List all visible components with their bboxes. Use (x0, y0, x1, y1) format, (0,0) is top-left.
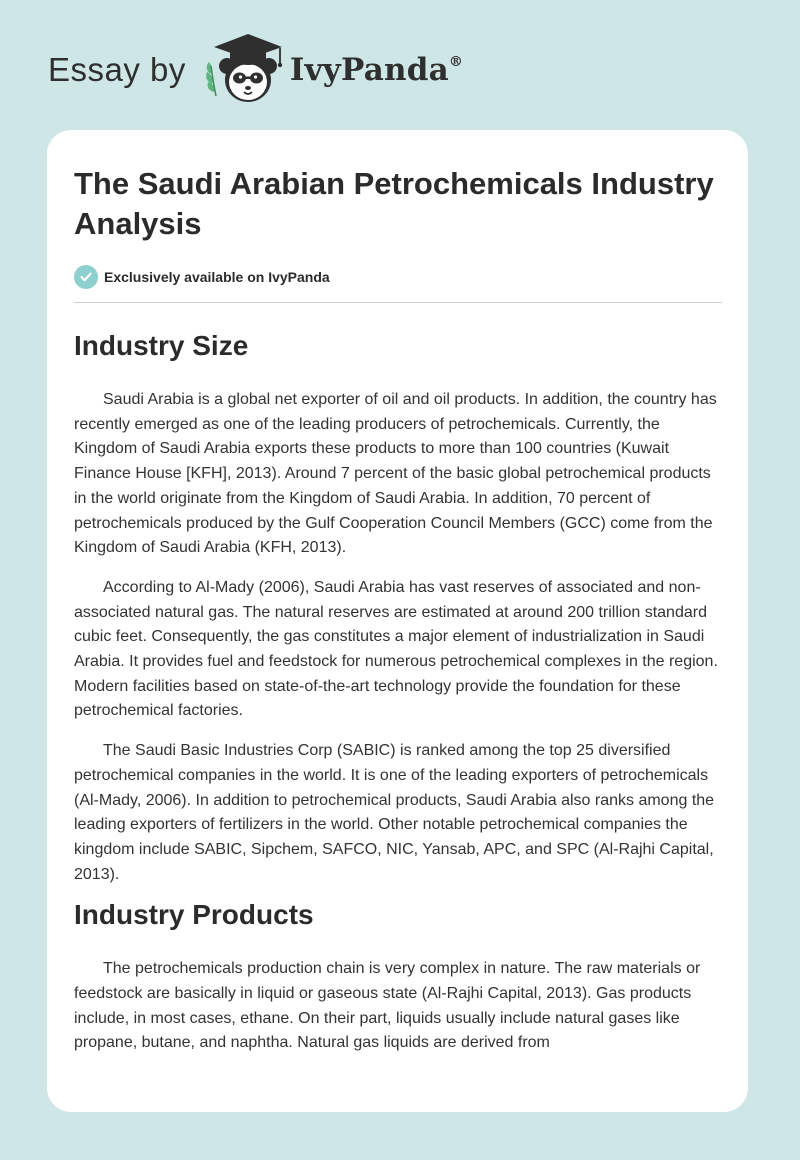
check-icon (74, 265, 98, 289)
paragraph: The Saudi Basic Industries Corp (SABIC) is ranked among the top 25 diversified petrochemical companies in the world. It is one of the leading exporters of petrochemicals (Al-Mady, 2006). In addition to petrochemical products, Saudi Arabia also ranks among the leading exporters of fertilizers in the world. Other notable petrochemical companies the kingdom include SABIC, Sipchem, SAFCO, NIC, Yansab, APC, and SPC (Al-Rajhi Capital, 2013). (74, 742, 715, 883)
registered-mark: ® (448, 54, 464, 70)
section-heading: Industry Products (74, 899, 314, 931)
brand-name-text: IvyPanda (289, 52, 449, 88)
brand-name[interactable] (290, 52, 463, 88)
section-industry-size (74, 328, 722, 887)
exclusive-text: Exclusively available on IvyPanda (104, 269, 330, 285)
paragraph: Saudi Arabia is a global net exporter of oil and oil products. In addition, the country has recently emerged as one of the leading producers of petrochemicals. Currently, the Kingdom of Saudi Arabia exports these products to more than 100 countries (Kuwait Finance House [KFH], 2013). Around 7 percent of the basic global petrochemical products in the world originate from the Kingdom of Saudi Arabia. In addition, 70 percent of petrochemicals produced by the Gulf Cooperation Council Members (GCC) come from the Kingdom of Saudi Arabia (KFH, 2013). (74, 391, 717, 557)
article-card (47, 130, 748, 1112)
divider (74, 302, 722, 303)
article-title: The Saudi Arabian Petrochemicals Industry Analysis (74, 166, 714, 241)
paragraph: According to Al-Mady (2006), Saudi Arabia has vast reserves of associated and non-associated natural gas. The natural reserves are estimated at around 200 trillion standard cubic feet. Consequently, the gas constitutes a major element of industrialization in Saudi Arabia. It provides fuel and feedstock for numerous petrochemical complexes in the region. Modern facilities based on state-of-the-art technology provide the foundation for these petrochemical factories. (74, 578, 718, 720)
essay-by-label: Essay by (48, 51, 186, 88)
panda-graduate-logo-icon[interactable] (200, 30, 286, 110)
exclusive-badge (74, 264, 722, 290)
paragraph: The petrochemicals production chain is very complex in nature. The raw materials or feedstock are basically in liquid or gaseous state (Al-Rajhi Capital, 2013). Gas products include, in most cases, ethane. On their part, liquids usually include natural gases like propane, butane, and naphtha. Natural gas liquids are derived from (74, 960, 701, 1052)
section-heading: Industry Size (74, 330, 249, 361)
section-industry-products (74, 897, 722, 1056)
site-header (48, 30, 463, 110)
